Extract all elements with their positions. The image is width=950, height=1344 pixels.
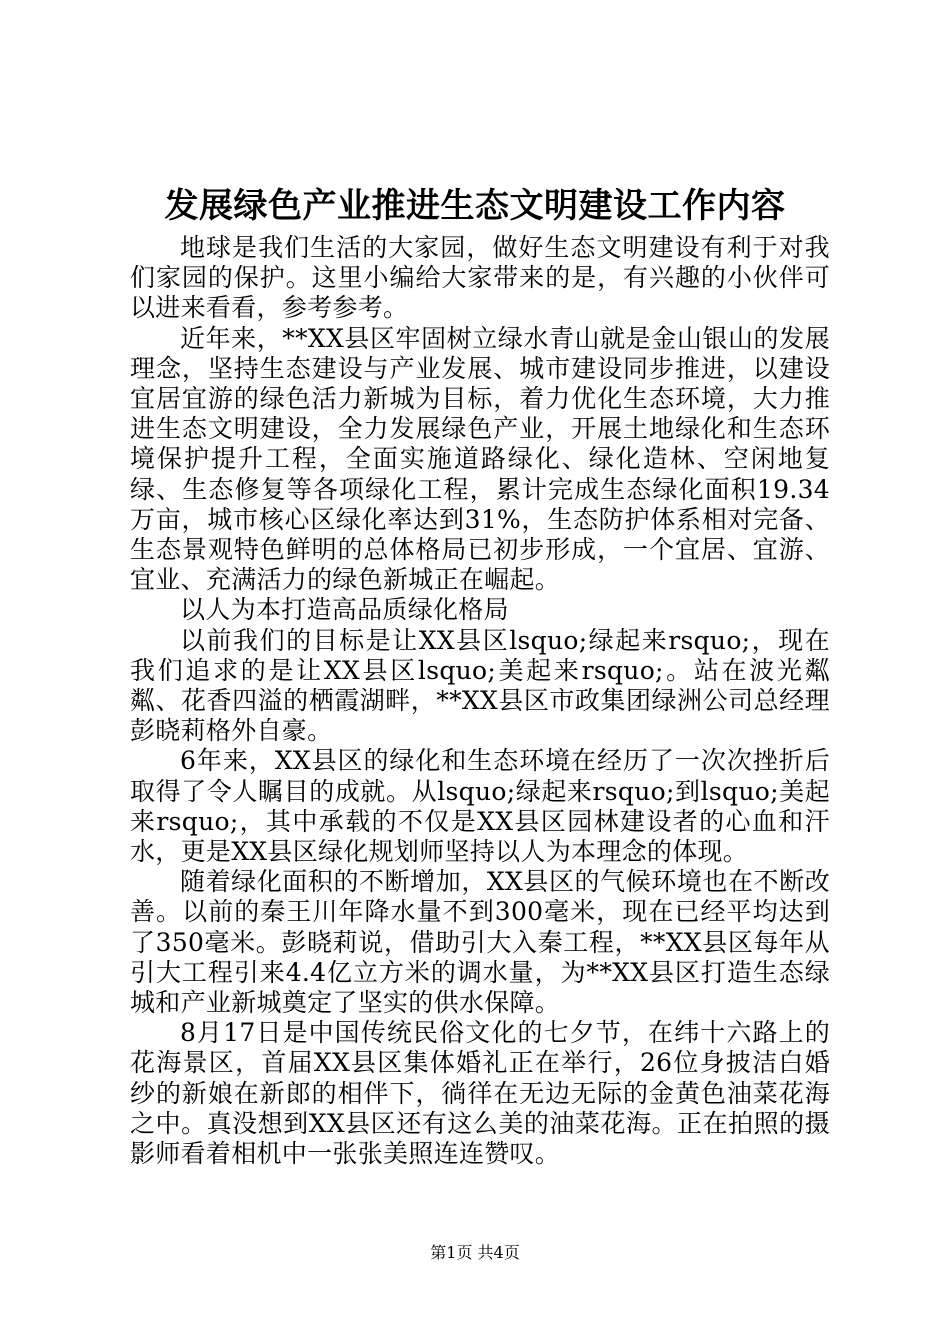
section-heading: 以人为本打造高品质绿化格局 [180,595,509,625]
page-footer: 第1页 共4页 [430,1243,520,1262]
paragraph-achievement: 6年来，XX县区的绿化和生态环境在经历了一次次挫折后取得了令人瞩目的成就。从lsquo;绿起来rsquo;到lsquo;美起来rsquo;，其中承载的不仅是XX县区园林建设者的心血和汗水，更是XX县区绿化规划师坚持以人为本理念的体现。 [130,746,830,867]
document-body [130,233,830,1169]
paragraph-festival: 8月17日是中国传统民俗文化的七夕节，在纬十六路上的花海景区，首届XX县区集体婚礼正在举行，26位身披洁白婚纱的新娘在新郎的相伴下，徜徉在无边无际的金黄色油菜花海之中。真没想到XX县区还有这么美的油菜花海。正在拍照的摄影师看着相机中一张张美照连连赞叹。 [130,1018,830,1169]
paragraph-climate: 随着绿化面积的不断增加，XX县区的气候环境也在不断改善。以前的秦王川年降水量不到300毫米，现在已经平均达到了350毫米。彭晓莉说，借助引大入秦工程，**XX县区每年从引大工程引来4.4亿立方米的调水量，为**XX县区打造生态绿城和产业新城奠定了坚实的供水保障。 [130,867,830,1018]
paragraph-intro: 地球是我们生活的大家园，做好生态文明建设有利于对我们家园的保护。这里小编给大家带来的是，有兴趣的小伙伴可以进来看看，参考参考。 [130,233,830,323]
paragraph-overview: 近年来，**XX县区牢固树立绿水青山就是金山银山的发展理念，坚持生态建设与产业发展、城市建设同步推进，以建设宜居宜游的绿色活力新城为目标，着力优化生态环境，大力推进生态文明建设，全力发展绿色产业，开展土地绿化和生态环境保护提升工程，全面实施道路绿化、绿化造林、空闲地复绿、生态修复等各项绿化工程，累计完成生态绿化面积19.34万亩，城市核心区绿化率达到31%，生态防护体系相对完备、生态景观特色鲜明的总体格局已初步形成，一个宜居、宜游、宜业、充满活力的绿色新城正在崛起。 [130,323,830,595]
paragraph-goal: 以前我们的目标是让XX县区lsquo;绿起来rsquo;，现在我们追求的是让XX县区lsquo;美起来rsquo;。站在波光粼粼、花香四溢的栖霞湖畔，**XX县区市政集团绿洲公司总经理彭晓莉格外自豪。 [130,625,830,746]
document-title: 发展绿色产业推进生态文明建设工作内容 [164,186,786,226]
